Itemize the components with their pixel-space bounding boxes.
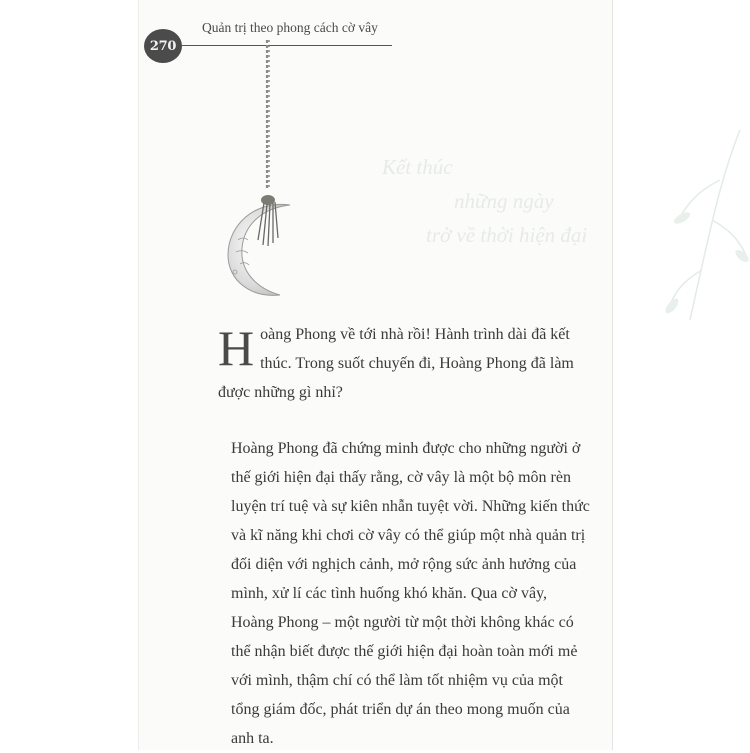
faded-title-line: Kết thúc — [382, 155, 453, 179]
running-header: Quản trị theo phong cách cờ vây — [202, 20, 378, 35]
tassel-cord-icon — [267, 40, 269, 190]
paragraph-1-text: oàng Phong về tới nhà rồi! Hành trình dài đã kết thúc. Trong suốt chuyến đi, Hoàng Phong đã làm được những gì nhỉ? — [218, 326, 574, 401]
faded-title-line: những ngày — [454, 189, 554, 213]
page-number: 270 — [149, 38, 177, 54]
faded-title-line: trở về thời hiện đại — [426, 223, 588, 247]
drop-cap: H — [218, 320, 255, 376]
paragraph-2 — [218, 434, 593, 753]
body-text — [218, 320, 593, 753]
page-number-badge — [144, 29, 182, 63]
paragraph-2-text: Hoàng Phong đã chứng minh được cho những người ở thế giới hiện đại thấy rằng, cờ vây là một bộ môn rèn luyện trí tuệ và sự kiên nhẫn tuyệt vời. Những kiến thức và kĩ năng khi chơi cờ vây có thể giúp một nhà quản trị đối diện với nghịch cảnh, mở rộng sức ảnh hưởng của mình, xử lí các tình huống khó khăn. Qua cờ vây, Hoàng Phong – một người từ một thời không khác có thể nhận biết được thế giới hiện đại hoàn toàn mới mẻ với mình, thậm chí có thể làm tốt nhiệm vụ của một tổng giám đốc, phát triển dự án theo mong muốn của anh ta. — [231, 440, 590, 747]
crescent-moon-ornament-icon — [200, 40, 310, 300]
decor-branch-icon — [590, 120, 750, 340]
paragraph-1 — [218, 320, 593, 407]
faded-chapter-title — [330, 150, 610, 252]
